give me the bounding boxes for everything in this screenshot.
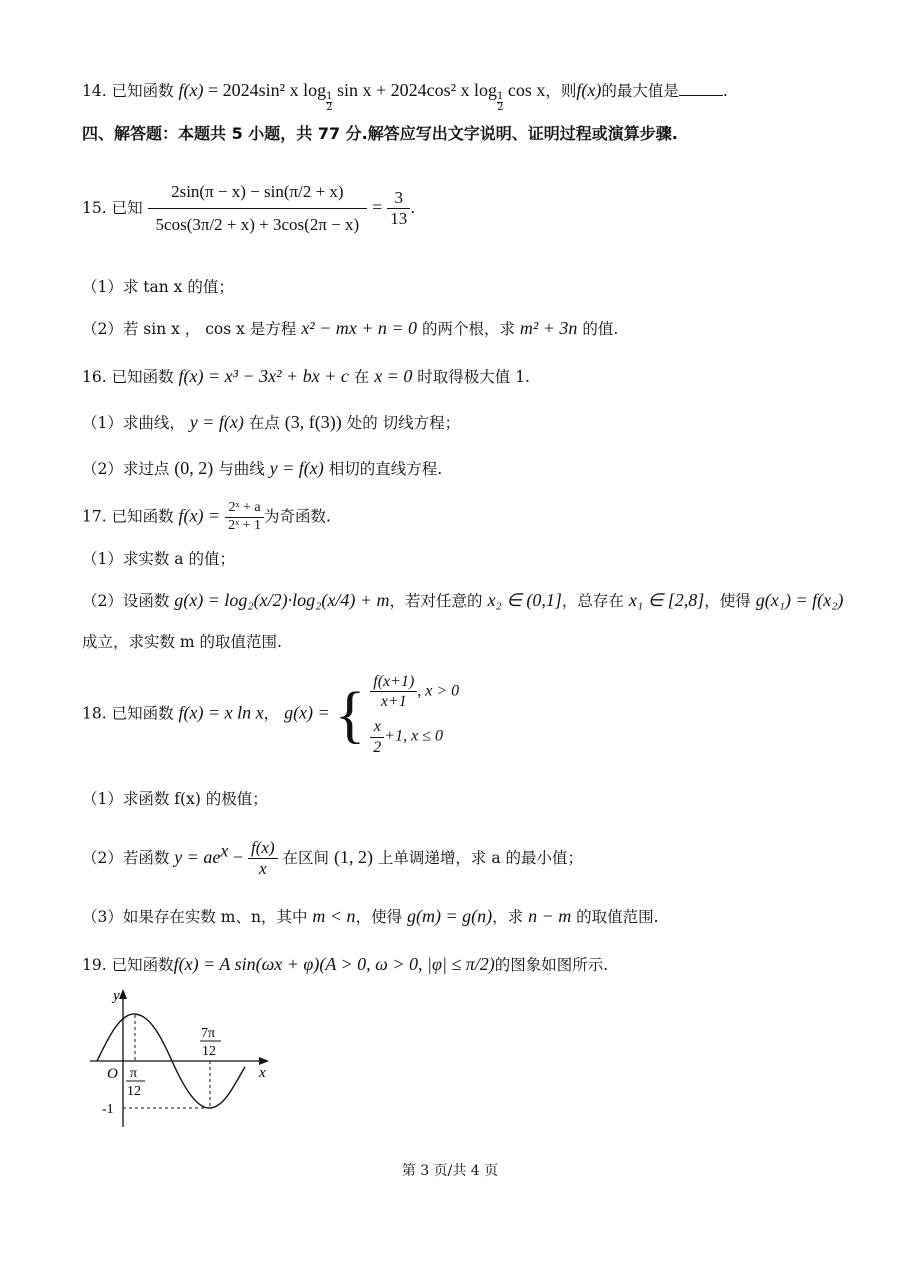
q16-p1-text-a: （1）求曲线， [82,414,190,432]
q16-p1-point: (3, f(3)) [284,412,342,432]
x-axis-arrow [259,1057,269,1065]
q18-p3-text-c: ，求 [492,908,529,926]
q18-separator: ， [263,704,285,723]
q16-line [82,366,530,388]
q16-p1-text-c: 处的 切线方程； [341,414,461,432]
q16-part2 [82,458,442,480]
q15-rhs-den: 13 [390,209,408,229]
q16-p2-text-b: 与曲线 [213,460,270,478]
q16-condition: x = 0 [374,366,413,386]
q16-p2-func: y = f(x) [269,458,324,478]
q14-log-base-2-den: 2 [497,102,504,113]
tick1-numerator: π [130,1066,138,1081]
q19-function: f(x) = A sin(ωx + φ) [173,954,320,974]
q16-p1-func: y = f(x) [189,412,244,432]
q14-expression-part-b: sin x + 2024cos² x log [332,80,498,100]
q17-part2 [82,590,843,612]
q14-log-base-2-num: 1 [497,91,504,102]
q19-condition: (A > 0, ω > 0, |φ| ≤ π/2) [319,954,495,974]
q18-p2-frac-num: f(x) [248,838,278,859]
q17-p2-text-a: （2）设函数 [82,592,175,610]
q17-p2-text-b: ，若对任意的 [389,592,488,610]
origin-label: O [107,1066,118,1082]
y-axis-label: y [113,988,120,1004]
q14-intro: 已知函数 [111,82,174,100]
q14-number: 14. [82,82,112,100]
q19-number: 19. [82,956,112,974]
q14-function-name: f(x) [178,80,204,100]
q17-part2-cont: 成立，求实数 m 的取值范围. [82,633,282,651]
q17-frac-num: 2ˣ + a [225,500,264,518]
q18-case2-num: x [370,717,384,737]
q15-denominator: 5cos(3π/2 + x) + 3cos(2π − x) [155,215,360,235]
q15-intro: 已知 [111,198,143,217]
q18-brace: { [334,678,366,750]
q18-f-definition: f(x) = x ln x [178,702,264,723]
q17-frac-den: 2ˣ + 1 [228,517,262,533]
q18-number: 18. [82,704,112,723]
q16-part1 [82,412,460,434]
q18-case1-cond: , x > 0 [417,682,460,700]
q18-case2-frac [370,717,384,756]
q18-case2-cond: +1, x ≤ 0 [384,728,443,746]
q18-p2-frac-den: x [259,859,267,879]
q16-p1-text-b: 在点 [243,414,285,432]
y-axis-arrow [119,989,127,999]
q18-p2-text-a: （2）若函数 [82,848,175,867]
tick2-numerator: 7π [201,1026,216,1041]
q14-tail-b: 的最大值是 [601,82,679,100]
q18-p2-interval: (1, 2) [333,846,373,867]
q15-rhs [387,188,410,230]
q17-p2-func: g(x) = log₂(x/2)·log₂(x/4) + m [174,590,390,610]
q19-tail: 的图象如图所示. [494,956,609,974]
q14-tail-a: ，则 [545,82,577,100]
q16-mid: 在 [348,368,375,386]
q18-p3-expression: n − m [528,906,572,926]
q19-sine-graph [85,985,285,1135]
q15-fraction [148,176,368,242]
q18-part2 [82,838,583,880]
q17-lhs: f(x) = [178,505,221,526]
q18-p2-frac [248,838,278,880]
q18-p3-condition: m < n [312,906,356,926]
q17-tail: 为奇函数. [264,507,331,526]
q16-number: 16. [82,368,112,386]
q18-case1-frac [370,672,417,711]
q15-p2-text-c: 的值. [577,320,619,338]
tick1-denominator: 12 [127,1084,141,1099]
q14-log-base-1-num: 1 [326,91,333,102]
q18-p2-exponent: x [220,840,229,861]
q18-case1-num: f(x+1) [370,672,417,692]
q18-intro: 已知函数 [111,704,179,723]
q15-numerator: 2sin(π − x) − sin(π/2 + x) [148,176,368,209]
q14-line [82,80,728,113]
q18-line [82,672,459,757]
q15-p2-text-a: （2）若 sin x ， cos x 是方程 [82,320,302,338]
x-axis-label: x [259,1065,266,1081]
q15-part1: （1）求 tan x 的值； [82,278,234,296]
q18-p3-text-b: ，使得 [355,908,407,926]
q15-p2-equation: x² − mx + n = 0 [301,318,418,338]
q14-log-base-1-den: 2 [326,102,333,113]
q14-expression-part-a: = 2024sin² x log [203,80,327,100]
q15-line: 15. 已知 $\frac{2\sin(\pi - x) - \sin(\pi/2 + x)}{5\cos(3\pi/2 + x) + 3\cos(2\pi - x)}$ = $\frac{3}{13}$ . [82,176,415,242]
q17-p2-text-c: ，总存在 [561,592,629,610]
q15-equals: = [372,196,383,217]
q16-p2-text-c: 相切的直线方程. [323,460,443,478]
q15-number: 15. [82,198,112,217]
q16-p2-text-a: （2）求过点 [82,460,175,478]
q17-intro: 已知函数 [111,507,179,526]
q18-case-2 [370,717,459,756]
q15-rhs-num: 3 [387,188,410,209]
q18-p2-lhs: y = ae [174,846,221,867]
q19-line [82,954,608,976]
q18-p3-text-d: 的取值范围. [571,908,659,926]
q14-period: . [722,82,728,100]
q18-case1-den: x+1 [380,693,407,711]
q16-function: f(x) = x³ − 3x² + bx + c [178,366,349,386]
page-footer: 第 3 页/共 4 页 [401,1163,499,1179]
q18-p2-minus: − [228,846,244,867]
q17-line [82,500,331,535]
q16-tail: 时取得极大值 1. [412,368,530,386]
q18-part3 [82,906,659,928]
min-value-label: -1 [102,1102,114,1117]
q15-p2-text-b: 的两个根，求 [417,320,520,338]
q16-intro: 已知函数 [111,368,179,386]
q18-cases [370,672,459,757]
q18-case-1 [370,672,459,711]
section-header: 四、解答题：本题共 5 小题，共 77 分.解答应写出文字说明、证明过程或演算步骤. [82,124,678,143]
q18-case2-den: 2 [373,738,382,756]
q19-intro: 已知函数 [111,956,174,974]
q18-p3-equation: g(m) = g(n) [407,906,493,926]
q18-p2-text-c: 上单调递增，求 a 的最小值； [372,848,583,867]
q17-p2-text-d: ，使得 [704,592,756,610]
q17-p2-x1: x₁ ∈ [2,8] [628,590,705,610]
q18-p2-text-b: 在区间 [277,848,334,867]
answer-blank[interactable] [679,81,723,96]
q17-p2-x2: x₂ ∈ (0,1] [487,590,562,610]
q17-fraction [225,500,264,535]
q18-g-lhs: g(x) = [284,702,330,723]
q16-p2-point: (0, 2) [174,458,214,478]
q14-expression-part-c: cos x [503,80,546,100]
q17-p2-equation: g(x₁) = f(x₂) [755,590,844,610]
tick2-denominator: 12 [202,1044,216,1059]
q15-p2-expression: m² + 3n [519,318,578,338]
q17-part1: （1）求实数 a 的值； [82,550,235,568]
q18-p3-text-a: （3）如果存在实数 m、n，其中 [82,908,313,926]
q14-function-name-2: f(x) [576,80,602,100]
q18-part1: （1）求函数 f(x) 的极值； [82,790,268,808]
q17-number: 17. [82,507,112,526]
q15-part2 [82,318,618,340]
